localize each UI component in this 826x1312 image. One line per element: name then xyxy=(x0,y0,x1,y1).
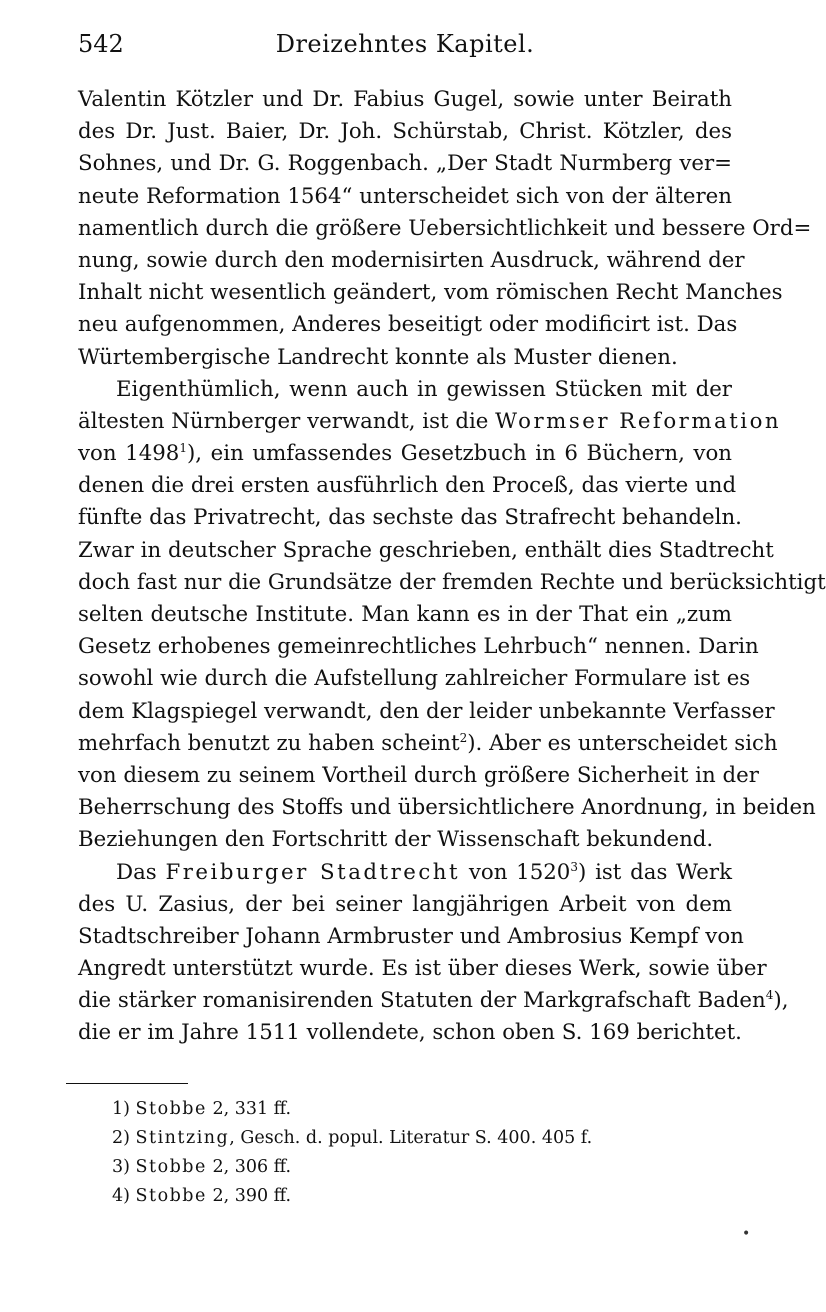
text-line: die stärker romanisirenden Statuten der Markgrafschaft Baden$^4$), xyxy=(78,988,789,1014)
text-line: von diesem zu seinem Vortheil durch größere Sicherheit in der xyxy=(78,762,759,788)
text-line: dem Klagspiegel verwandt, den der leider unbekannte Verfasser xyxy=(78,698,775,724)
footnote-number: 4) xyxy=(112,1186,130,1206)
text-line: neu aufgenommen, Anderes beseitigt oder modificirt ist. Das xyxy=(78,312,738,338)
footnote: 3) Stobbe 2, 306 ff. xyxy=(112,1157,292,1177)
text-line: Angredt unterstützt wurde. Es ist über dieses Werk, sowie über xyxy=(78,956,767,982)
text-line: Beziehungen den Fortschritt der Wissenschaft bekundend. xyxy=(78,827,714,853)
text-line: des U. Zasius, der bei seiner langjährigen Arbeit von dem xyxy=(78,891,732,917)
text-line: sowohl wie durch die Aufstellung zahlreicher Formulare ist es xyxy=(78,666,751,692)
emphasized-term: Freiburger Stadtrecht xyxy=(165,859,461,885)
footnote-author: Stintzing xyxy=(135,1128,230,1148)
footnote-number: 1) xyxy=(112,1099,130,1119)
footnote: 4) Stobbe 2, 390 ff. xyxy=(112,1186,292,1206)
text-line: doch fast nur die Grundsätze der fremden Rechte und berücksichtigt xyxy=(78,569,826,595)
text-line: die er im Jahre 1511 vollendete, schon oben S. 169 berichtet. xyxy=(78,1020,742,1046)
text-line: mehrfach benutzt zu haben scheint$^2$). Aber es unterscheidet sich xyxy=(78,730,778,756)
text-line: denen die drei ersten ausführlich den Proceß, das vierte und xyxy=(78,473,737,499)
page-header xyxy=(78,30,732,64)
text-line: neute Reformation 1564“ unterscheidet sich von der älteren xyxy=(78,183,732,209)
text-line: Stadtschreiber Johann Armbruster und Ambrosius Kempf von xyxy=(78,923,744,949)
text-line: Das Freiburger Stadtrecht von 1520$^3$) ist das Werk xyxy=(116,859,732,885)
text-line: nung, sowie durch den modernisirten Ausdruck, während der xyxy=(78,247,745,273)
page-number: 542 xyxy=(78,30,124,58)
text-line: Würtembergische Landrecht konnte als Muster dienen. xyxy=(78,344,678,370)
text-line: selten deutsche Institute. Man kann es in der That ein „zum xyxy=(78,602,732,627)
emphasized-term: Wormser Reformation xyxy=(495,408,782,434)
footnote-marker: 1 xyxy=(179,441,187,456)
text-line: von 1498$^1$), ein umfassendes Gesetzbuch in 6 Büchern, von xyxy=(78,441,732,467)
footnote: 2) Stintzing, Gesch. d. popul. Literatur S. 400. 405 f. xyxy=(112,1128,593,1148)
text-line: namentlich durch die größere Uebersichtlichkeit und bessere Ord= xyxy=(78,215,812,241)
footnote-marker: 3 xyxy=(570,859,578,874)
footnote-number: 3) xyxy=(112,1157,130,1177)
footnote-author: Stobbe xyxy=(135,1157,207,1177)
text-line: Valentin Kötzler und Dr. Fabius Gugel, sowie unter Beirath xyxy=(78,87,732,112)
text-line: Zwar in deutscher Sprache geschrieben, enthält dies Stadtrecht xyxy=(78,537,774,563)
footnote-marker: 4 xyxy=(765,988,774,1003)
footnote-number: 2) xyxy=(112,1128,130,1148)
text-line: Inhalt nicht wesentlich geändert, vom römischen Recht Manches xyxy=(78,280,783,306)
footnotes xyxy=(112,1095,592,1211)
footnote: 1) Stobbe 2, 331 ff. xyxy=(112,1099,292,1119)
text-line: fünfte das Privatrecht, das sechste das Strafrecht behandeln. xyxy=(78,505,742,531)
footnote-marker: 2 xyxy=(459,730,468,745)
running-head: Dreizehntes Kapitel. xyxy=(275,30,535,58)
text-line: des Dr. Just. Baier, Dr. Joh. Schürstab, Christ. Kötzler, des xyxy=(78,119,732,145)
text-line: Sohnes, und Dr. G. Roggenbach. „Der Stadt Nurmberg ver= xyxy=(78,151,732,177)
footnote-rule xyxy=(66,1083,188,1084)
footnote-author: Stobbe xyxy=(135,1186,207,1206)
print-speck: • xyxy=(742,1226,751,1242)
footnote-author: Stobbe xyxy=(135,1099,207,1119)
text-line: Eigenthümlich, wenn auch in gewissen Stücken mit der xyxy=(116,376,732,402)
body-text xyxy=(78,84,826,1050)
text-line: ältesten Nürnberger verwandt, ist die Wormser Reformation xyxy=(78,408,782,434)
text-line: Gesetz erhobenes gemeinrechtliches Lehrbuch“ nennen. Darin xyxy=(78,634,759,660)
text-line: Beherrschung des Stoffs und übersichtlichere Anordnung, in beiden xyxy=(78,795,816,821)
